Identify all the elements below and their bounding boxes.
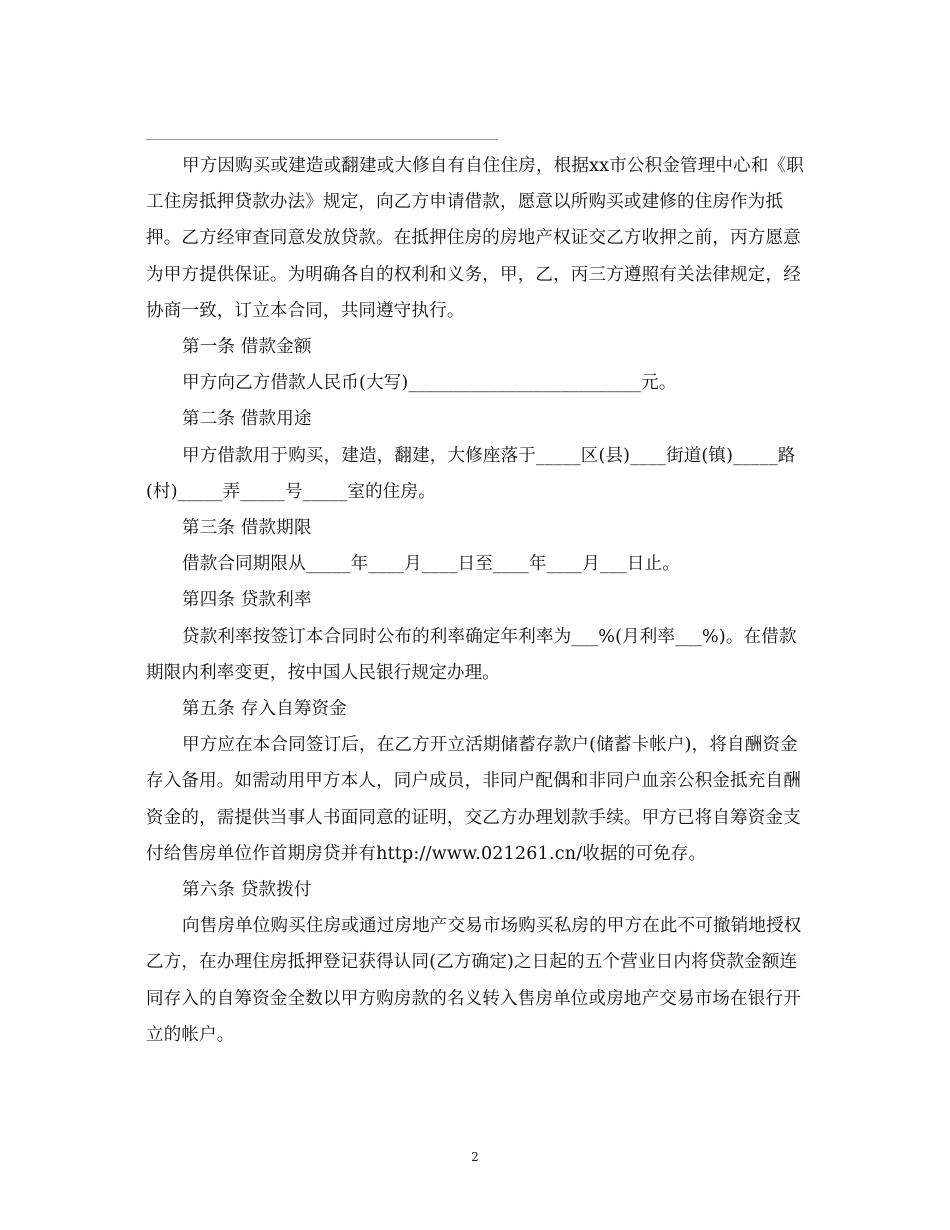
article-6-body: 向售房单位购买住房或通过房地产交易市场购买私房的甲方在此不可撤销地授权乙方，在办理住房抵押登记获得认同(乙方确定)之日起的五个营业日内将贷款金额连同存入的自筹资金全数以甲方购房款的名义转入售房单位或房地产交易市场在银行开立的帐户。 xyxy=(146,916,802,1045)
page-number: 2 xyxy=(471,1150,479,1164)
article-6-heading: 第六条 贷款拨付 xyxy=(182,880,312,901)
article-1-heading: 第一条 借款金额 xyxy=(182,337,312,358)
article-4-body: 贷款利率按签订本合同时公布的利率确定年利率为___%(月利率___%)。在借款期限内利率变更，按中国人民银行规定办理。 xyxy=(146,626,797,683)
article-4-heading: 第四条 贷款利率 xyxy=(182,590,312,611)
article-2-body: 甲方借款用于购买，建造，翻建，大修座落于_____区(县)____街道(镇)_____路(村)_____弄_____号_____室的住房。 xyxy=(146,445,796,502)
article-5-heading: 第五条 存入自筹资金 xyxy=(182,699,348,720)
article-3-heading: 第三条 借款期限 xyxy=(182,518,312,539)
article-1-body: 甲方向乙方借款人民币(大写)__________________________元。 xyxy=(182,373,677,394)
article-2-heading: 第二条 借款用途 xyxy=(182,409,312,430)
article-3-body: 借款合同期限从_____年____月____日至____年____月___日止。 xyxy=(182,554,680,575)
document-body xyxy=(146,148,810,1053)
paragraph-intro: 甲方因购买或建造或翻建或大修自有自住住房，根据xx市公积金管理中心和《职工住房抵押贷款办法》规定，向乙方申请借款，愿意以所购买或建修的住房作为抵押。乙方经审查同意发放贷款。在抵押住房的房地产权证交乙方收押之前，丙方愿意为甲方提供保证。为明确各自的权利和义务，甲，乙，丙三方遵照有关法律规定，经协商一致，订立本合同，共同遵守执行。 xyxy=(146,156,804,321)
header-rule xyxy=(146,139,498,140)
article-5-body: 甲方应在本合同签订后，在乙方开立活期储蓄存款户(储蓄卡帐户)，将自酬资金存入备用。如需动用甲方本人，同户成员，非同户配偶和非同户血亲公积金抵充自酬资金的，需提供当事人书面同意的证明，交乙方办理划款手续。甲方已将自筹资金支付给售房单位作首期房贷并有http://www.021261.cn/收据的可免存。 xyxy=(146,735,801,864)
